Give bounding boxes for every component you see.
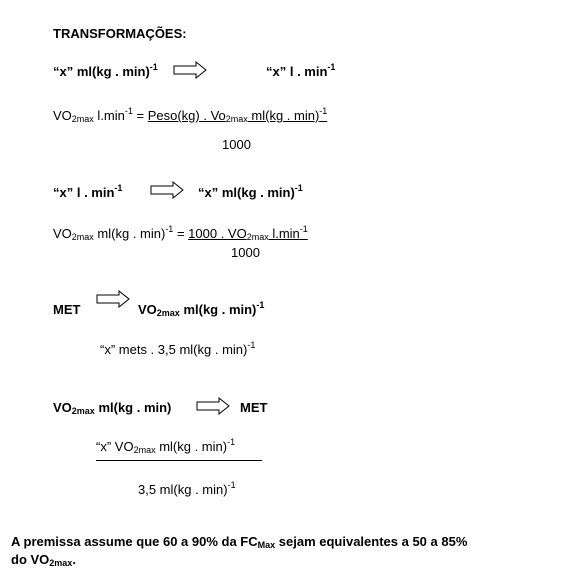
b1-num-sub: 2max (225, 114, 248, 124)
b2-numerator (188, 226, 308, 241)
b2-denominator: 1000 (231, 245, 260, 260)
b4-den-text: 3,5 ml(kg . min) (138, 482, 228, 497)
b3-to-vo: VO (138, 302, 157, 317)
b1-num-unit: ml(kg . min) (247, 108, 320, 123)
b2-equation (53, 226, 308, 241)
b2-num-sub: 2max (246, 232, 269, 242)
b3-eq-sup: -1 (247, 340, 256, 350)
b1-from-unit (53, 64, 158, 79)
b2-from-unit (53, 185, 122, 200)
b4-den-sup: -1 (227, 480, 236, 490)
b1-eq-sub: 2max (71, 114, 94, 124)
b1-eq-equals: = (132, 108, 148, 123)
b4-denominator (138, 482, 236, 497)
footer-t3-sub: 2max (49, 558, 73, 568)
b2-eq-vo: VO (53, 226, 72, 241)
b2-eq-sup: -1 (165, 224, 174, 234)
b4-from-vo: VO (53, 400, 72, 415)
b1-arrow-icon (173, 61, 207, 79)
footer-t1: A premissa assume que 60 a 90% da FC (11, 534, 258, 549)
b2-num-sup: -1 (299, 224, 308, 234)
b1-numerator (148, 108, 328, 123)
b1-to-text: “x” l . min (266, 64, 328, 79)
b2-eq-equals: = (173, 226, 189, 241)
b2-eq-unit: ml(kg . min) (93, 226, 166, 241)
b1-eq-vo: VO (53, 108, 72, 123)
footer-t1-sub: Max (257, 540, 276, 550)
b4-from-sub: 2max (71, 406, 95, 416)
b4-to-unit: MET (240, 400, 268, 415)
b3-arrow-icon (96, 290, 130, 308)
b1-num-text: Peso(kg) . Vo (147, 108, 226, 123)
b4-from-unit-text: ml(kg . min) (94, 400, 172, 415)
b1-num-sup: -1 (319, 106, 328, 116)
page-title: TRANSFORMAÇÕES: (53, 26, 187, 41)
b4-numerator (96, 439, 235, 454)
footer-line-2 (11, 552, 76, 567)
b4-arrow-icon (196, 397, 230, 415)
b4-num-sup: -1 (227, 437, 236, 447)
b2-from-text: “x” l . min (53, 185, 115, 200)
b2-num-text: 1000 . VO (188, 226, 247, 241)
b3-to-unit (138, 302, 264, 317)
b1-equation (53, 108, 327, 123)
b3-to-unit-text: ml(kg . min) (179, 302, 257, 317)
b1-denominator: 1000 (222, 137, 251, 152)
b4-fraction-bar (96, 460, 262, 461)
footer-t3-end: . (72, 552, 76, 567)
footer-t2: sejam equivalentes a 50 a 85% (275, 534, 468, 549)
b3-from-unit: MET (53, 302, 81, 317)
b2-to-text: “x” ml(kg . min) (198, 185, 295, 200)
b2-num-unit: l.min (268, 226, 300, 241)
b4-from-unit (53, 400, 171, 415)
b3-equation (100, 342, 255, 357)
b1-to-unit (266, 64, 335, 79)
b2-from-sup: -1 (114, 183, 123, 193)
b3-to-sup: -1 (256, 300, 265, 310)
b4-num-unit: ml(kg . min) (155, 439, 228, 454)
b2-arrow-icon (150, 181, 184, 199)
footer-line-1 (11, 534, 467, 549)
b2-to-sup: -1 (294, 183, 303, 193)
b4-num-text: “x” VO (96, 439, 134, 454)
b2-to-unit (198, 185, 303, 200)
b1-from-text: “x” ml(kg . min) (53, 64, 150, 79)
b2-eq-sub: 2max (71, 232, 94, 242)
b4-num-sub: 2max (133, 445, 156, 455)
b1-eq-unit: l.min (93, 108, 125, 123)
b1-to-sup: -1 (327, 62, 336, 72)
b3-to-sub: 2max (156, 308, 180, 318)
b3-eq-text: “x” mets . 3,5 ml(kg . min) (100, 342, 248, 357)
footer-t3: do VO (11, 552, 50, 567)
b1-from-sup: -1 (149, 62, 158, 72)
b1-eq-sup: -1 (124, 106, 133, 116)
